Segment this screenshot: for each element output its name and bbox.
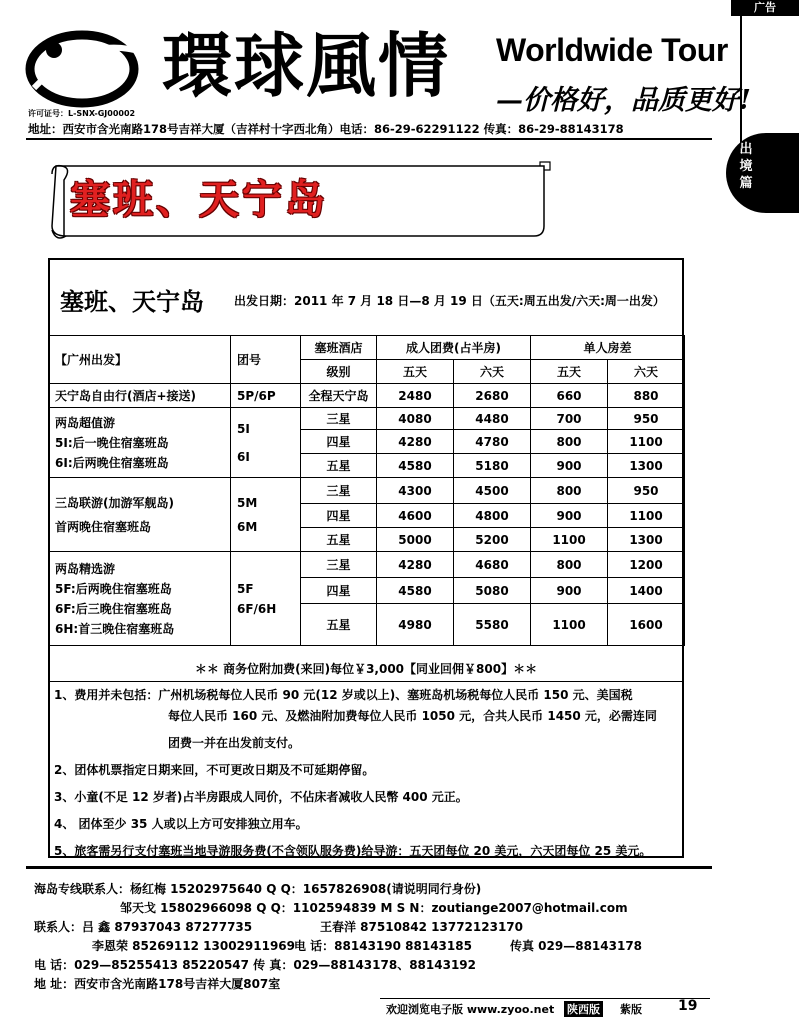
single-6d: 1100 bbox=[608, 504, 685, 528]
table-row bbox=[49, 384, 685, 408]
contact-line: 联系人：吕 鑫 87937043 87277735 bbox=[34, 920, 253, 934]
header-adult-fare: 成人团费(占半房) bbox=[377, 336, 531, 360]
header-adult-5d: 五天 bbox=[377, 360, 454, 384]
hotel-level: 四星 bbox=[301, 430, 377, 454]
group-cell bbox=[231, 408, 301, 478]
table-header-row bbox=[49, 336, 685, 360]
contact-line: 邹天戈 15802966098 Q Q：1102594839 M S N：zoutiange2007@hotmail.com bbox=[120, 901, 628, 915]
route-cell bbox=[49, 408, 231, 478]
single-5d: 900 bbox=[531, 454, 608, 478]
brand-name-en: Worldwide Tour bbox=[496, 32, 728, 68]
contact-line: 王春洋 87510842 13772123170 bbox=[320, 920, 523, 934]
header-from: 【广州出发】 bbox=[49, 336, 231, 384]
term-item-continued: 每位人民币 160 元、及燃油附加费每位人民币 1050 元，合共人民币 1450 元，必需连同 bbox=[168, 709, 657, 723]
group-cell bbox=[231, 552, 301, 646]
single-5d: 1100 bbox=[531, 528, 608, 552]
header-adult-6d: 六天 bbox=[454, 360, 531, 384]
departure-dates: 出发日期：2011 年 7 月 18 日—8 月 19 日（五天:周五出发/六天:周一出发） bbox=[234, 294, 665, 308]
group-code: 5M bbox=[237, 495, 258, 510]
adult-5d: 4600 bbox=[377, 504, 454, 528]
adult-5d: 4580 bbox=[377, 578, 454, 604]
header-single-5d: 五天 bbox=[531, 360, 608, 384]
adult-6d: 5200 bbox=[454, 528, 531, 552]
business-class-note: ＊＊ 商务位附加费(来回)每位￥3,000【同业回佣￥800】＊＊ bbox=[194, 662, 538, 676]
route-note: 6I:后两晚住宿塞班岛 bbox=[55, 455, 169, 470]
single-6d: 1200 bbox=[608, 552, 685, 578]
adult-6d: 4500 bbox=[454, 478, 531, 504]
page-number: 19 bbox=[678, 998, 698, 1014]
single-5d: 900 bbox=[531, 578, 608, 604]
single-5d: 800 bbox=[531, 478, 608, 504]
footer-rule bbox=[380, 998, 710, 999]
adult-6d: 4800 bbox=[454, 504, 531, 528]
single-5d: 660 bbox=[531, 384, 608, 408]
contact-line: 传真 029—88143178 bbox=[510, 939, 643, 953]
hotel-level: 三星 bbox=[301, 552, 377, 578]
hotel-level: 三星 bbox=[301, 478, 377, 504]
header-rule bbox=[26, 138, 712, 140]
adult-5d: 4080 bbox=[377, 408, 454, 430]
hotel-level: 五星 bbox=[301, 528, 377, 552]
group-code: 5F bbox=[237, 581, 254, 596]
header-hotel: 塞班酒店 bbox=[301, 336, 377, 360]
hotel-level: 四星 bbox=[301, 504, 377, 528]
adult-6d: 4780 bbox=[454, 430, 531, 454]
hotel-level: 五星 bbox=[301, 604, 377, 646]
header-single-6d: 六天 bbox=[608, 360, 685, 384]
adult-5d: 4300 bbox=[377, 478, 454, 504]
adult-5d: 5000 bbox=[377, 528, 454, 552]
route-note: 5F:后两晚住宿塞班岛 bbox=[55, 581, 172, 596]
term-item: 4、 团体至少 35 人或以上方可安排独立用车。 bbox=[54, 817, 308, 831]
term-item-continued: 团费一并在出发前支付。 bbox=[168, 736, 301, 750]
contact-line: 海岛专线联系人：杨红梅 15202975640 Q Q：1657826908(请说明同行身份) bbox=[34, 882, 482, 896]
single-5d: 800 bbox=[531, 552, 608, 578]
route-cell bbox=[49, 552, 231, 646]
adult-5d: 4580 bbox=[377, 454, 454, 478]
adult-6d: 5080 bbox=[454, 578, 531, 604]
adult-6d: 5580 bbox=[454, 604, 531, 646]
terms-list bbox=[54, 685, 678, 862]
globe-logo-icon bbox=[24, 28, 140, 110]
section-tab-label: 出境篇 bbox=[739, 142, 753, 191]
contact-line: 电 话：029—85255413 85220547 传 真：029—88143178、88143192 bbox=[34, 958, 476, 972]
ad-tag: 广告 bbox=[731, 0, 799, 16]
header-level: 级别 bbox=[301, 360, 377, 384]
brand-name: 環球風情 bbox=[162, 24, 450, 107]
term-item: 1、费用并未包括：广州机场税每位人民币 90 元(12 岁或以上)、塞班岛机场税每位人民币 150 元、美国税 bbox=[54, 688, 633, 702]
single-6d: 950 bbox=[608, 408, 685, 430]
group-code: 5P/6P bbox=[231, 384, 301, 408]
single-5d: 1100 bbox=[531, 604, 608, 646]
route-note: 首两晚住宿塞班岛 bbox=[55, 519, 152, 534]
contact-line: 地 址：西安市含光南路178号吉祥大厦807室 bbox=[34, 977, 281, 991]
header-group: 团号 bbox=[231, 336, 301, 384]
single-6d: 880 bbox=[608, 384, 685, 408]
slogan: —价格好，品质更好! bbox=[496, 85, 751, 116]
route-name: 两岛超值游 bbox=[55, 415, 116, 430]
route-cell bbox=[49, 478, 231, 552]
single-6d: 1100 bbox=[608, 430, 685, 454]
group-code: 6M bbox=[237, 519, 258, 534]
single-5d: 800 bbox=[531, 430, 608, 454]
single-6d: 1300 bbox=[608, 528, 685, 552]
page-footer bbox=[380, 998, 710, 1016]
adult-5d: 4980 bbox=[377, 604, 454, 646]
single-6d: 1600 bbox=[608, 604, 685, 646]
footer-edition: 紫版 bbox=[620, 1003, 642, 1016]
term-item: 2、团体机票指定日期来回，不可更改日期及不可延期停留。 bbox=[54, 763, 375, 777]
group-code: 6I bbox=[237, 449, 250, 464]
header-single-supplement: 单人房差 bbox=[531, 336, 685, 360]
contacts-rule bbox=[26, 866, 712, 869]
table-row bbox=[49, 408, 685, 430]
hotel-level: 四星 bbox=[301, 578, 377, 604]
adult-6d: 4680 bbox=[454, 552, 531, 578]
group-cell bbox=[231, 478, 301, 552]
footnote-rule bbox=[48, 681, 684, 682]
adult-5d: 2480 bbox=[377, 384, 454, 408]
section-tab bbox=[726, 133, 799, 213]
adult-5d: 4280 bbox=[377, 552, 454, 578]
single-6d: 1400 bbox=[608, 578, 685, 604]
route-name: 三岛联游(加游军舰岛) bbox=[55, 495, 174, 510]
adult-6d: 4480 bbox=[454, 408, 531, 430]
price-table bbox=[48, 335, 685, 646]
route-note: 6F:后三晚住宿塞班岛 bbox=[55, 601, 172, 616]
table-title: 塞班、天宁岛 bbox=[60, 288, 204, 316]
term-item: 3、小童(不足 12 岁者)占半房跟成人同价，不佔床者减收人民幣 400 元正。 bbox=[54, 790, 468, 804]
hotel-level: 全程天宁岛 bbox=[301, 384, 377, 408]
single-6d: 1300 bbox=[608, 454, 685, 478]
single-5d: 700 bbox=[531, 408, 608, 430]
banner-title: 塞班、天宁岛 bbox=[70, 176, 328, 223]
contact-line: 李恩荣 85269112 13002911969 bbox=[92, 939, 295, 953]
route-name: 天宁岛自由行(酒店+接送) bbox=[49, 384, 231, 408]
route-note: 6H:首三晚住宿塞班岛 bbox=[55, 621, 175, 636]
hotel-level: 三星 bbox=[301, 408, 377, 430]
route-name: 两岛精选游 bbox=[55, 561, 116, 576]
adult-6d: 2680 bbox=[454, 384, 531, 408]
license-number: 许可证号：L-SNX-GJ00002 bbox=[28, 109, 136, 118]
footer-website: 欢迎浏览电子版 www.zyoo.net bbox=[386, 1003, 555, 1016]
contact-line: 电 话：88143190 88143185 bbox=[294, 939, 472, 953]
single-6d: 950 bbox=[608, 478, 685, 504]
route-note: 5I:后一晚住宿塞班岛 bbox=[55, 435, 169, 450]
hotel-level: 五星 bbox=[301, 454, 377, 478]
single-5d: 900 bbox=[531, 504, 608, 528]
footer-region: 陕西版 bbox=[564, 1001, 603, 1017]
group-code: 5I bbox=[237, 421, 250, 436]
company-address: 地址：西安市含光南路178号吉祥大厦（吉祥村十字西北角）电话：86-29-62291122 传真：86-29-88143178 bbox=[28, 122, 624, 136]
table-row bbox=[49, 552, 685, 578]
group-code: 6F/6H bbox=[237, 601, 277, 616]
term-item: 5、旅客需另行支付塞班当地导游服务费(不含领队服务费)给导游：五天团每位 20 美元，六天团每位 25 美元。 bbox=[54, 844, 652, 858]
adult-5d: 4280 bbox=[377, 430, 454, 454]
table-row bbox=[49, 478, 685, 504]
adult-6d: 5180 bbox=[454, 454, 531, 478]
